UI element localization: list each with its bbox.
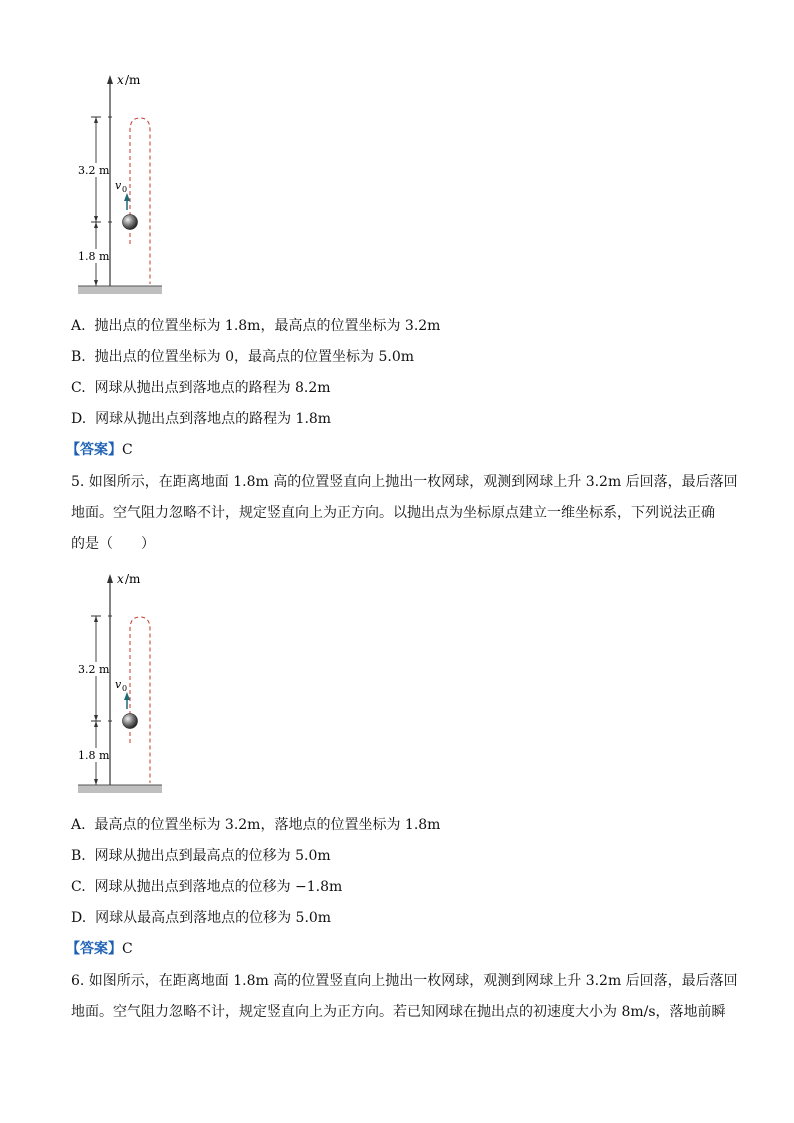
- velocity-label: v: [115, 678, 122, 691]
- velocity-subscript: 0: [122, 185, 128, 194]
- tennis-ball: [123, 215, 138, 230]
- axis-label-x: x: [117, 572, 124, 586]
- figure-throw-diagram-q4: [74, 72, 184, 302]
- axis-label-unit: /m: [125, 73, 141, 87]
- q4-option-d: D. 网球从抛出点到落地点的路程为 1.8m: [71, 411, 332, 427]
- q5-option-a: A. 最高点的位置坐标为 3.2m，落地点的位置坐标为 1.8m: [71, 817, 441, 833]
- x-axis-arrow: [107, 574, 113, 583]
- ground: [78, 286, 162, 294]
- velocity-arrow: [124, 692, 130, 700]
- velocity-subscript: 0: [122, 684, 128, 693]
- q4-option-b: B. 抛出点的位置坐标为 0，最高点的位置坐标为 5.0m: [71, 349, 415, 365]
- upper-distance-label: 3.2 m: [78, 164, 110, 177]
- throw-diagram-svg: [74, 571, 184, 801]
- q6-stem-line-1: 6. 如图所示，在距离地面 1.8m 高的位置竖直向上抛出一枚网球，观测到网球上升 3.2m 后回落，最后落回: [71, 973, 738, 989]
- x-axis-arrow: [107, 75, 113, 84]
- figure-throw-diagram-q5: [74, 571, 184, 801]
- q5-option-d: D. 网球从最高点到落地点的位移为 5.0m: [71, 910, 332, 926]
- trajectory-path: [130, 118, 150, 284]
- ground: [78, 785, 162, 793]
- tennis-ball: [123, 714, 138, 729]
- q5-stem-line-1: 5. 如图所示，在距离地面 1.8m 高的位置竖直向上抛出一枚网球，观测到网球上升 3.2m 后回落，最后落回: [71, 474, 738, 490]
- q4-option-c: C. 网球从抛出点到落地点的路程为 8.2m: [71, 380, 331, 396]
- q4-option-a: A. 抛出点的位置坐标为 1.8m，最高点的位置坐标为 3.2m: [71, 318, 441, 334]
- q5-answer: 【答案】C: [66, 941, 133, 957]
- q5-stem-line-3: 的是（ ）: [71, 536, 155, 552]
- q5-option-b: B. 网球从抛出点到最高点的位移为 5.0m: [71, 848, 331, 864]
- throw-diagram-svg: [74, 72, 184, 302]
- axis-label-unit: /m: [125, 572, 141, 586]
- velocity-label: v: [115, 179, 122, 192]
- trajectory-path: [130, 617, 150, 783]
- velocity-arrow: [124, 193, 130, 201]
- lower-distance-label: 1.8 m: [78, 749, 110, 762]
- q5-stem-line-2: 地面。空气阻力忽略不计，规定竖直向上为正方向。以抛出点为坐标原点建立一维坐标系，下列说法正确: [71, 505, 715, 521]
- lower-distance-label: 1.8 m: [78, 250, 110, 263]
- q5-option-c: C. 网球从抛出点到落地点的位移为 −1.8m: [71, 879, 343, 895]
- upper-distance-label: 3.2 m: [78, 663, 110, 676]
- q4-answer: 【答案】C: [66, 442, 133, 458]
- axis-label-x: x: [117, 73, 124, 87]
- q6-stem-line-2: 地面。空气阻力忽略不计，规定竖直向上为正方向。若已知网球在抛出点的初速度大小为 8m/s，落地前瞬: [71, 1004, 726, 1020]
